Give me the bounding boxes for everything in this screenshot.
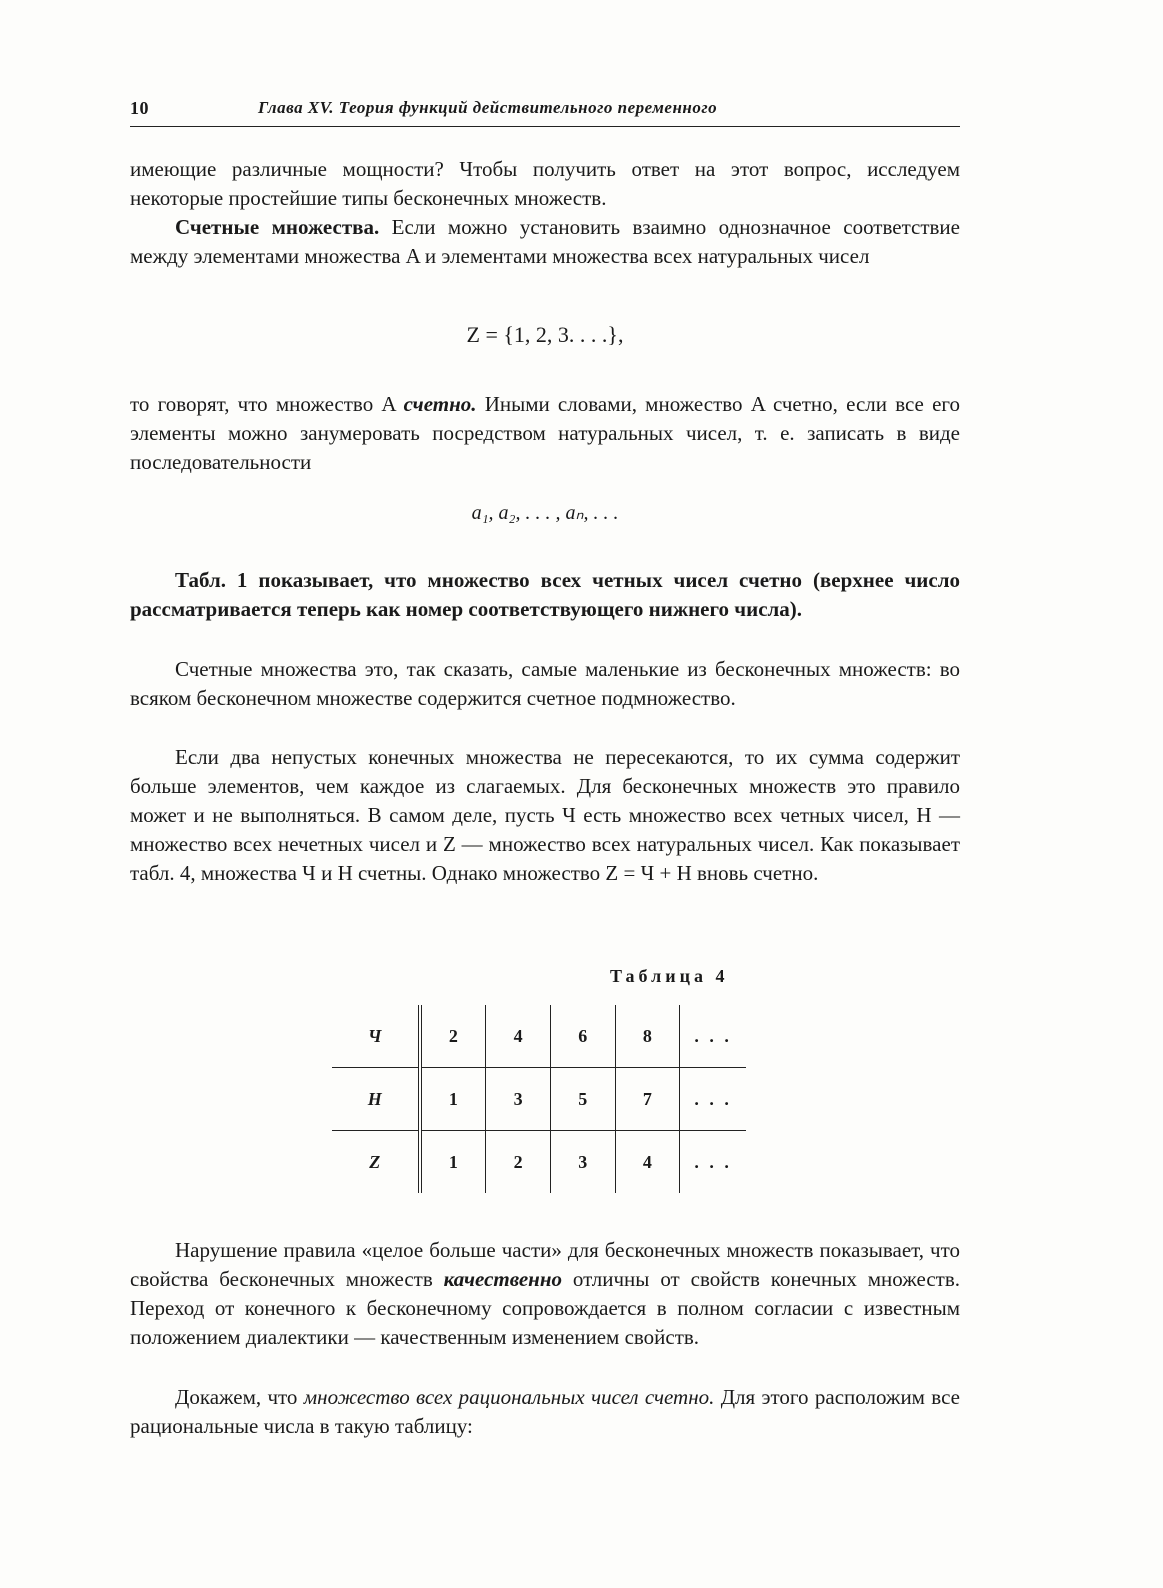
- paragraph-8: [130, 1383, 960, 1441]
- table-cell-ellipsis: . . .: [680, 1068, 746, 1131]
- paragraph-7-part-a: Нарушение правила «целое больше части» для бесконечных множеств показывает, что свойства бесконечных множеств: [130, 1238, 960, 1291]
- paragraph-5-text: Счетные множества это, так сказать, самые маленькие из бесконечных множеств: во всяком бесконечном множестве содержится счетное подмножество.: [130, 657, 960, 710]
- paragraph-6: [130, 743, 960, 888]
- table-cell: 7: [615, 1068, 680, 1131]
- page-number: 10: [130, 98, 149, 118]
- table-4: [332, 1005, 746, 1193]
- table-cell: 6: [550, 1005, 615, 1068]
- paragraph-7-emphasis: качественно: [443, 1267, 562, 1291]
- formula-natural-numbers: Z = {1, 2, 3. . . .},: [466, 322, 624, 347]
- table-row: [332, 1068, 746, 1131]
- paragraph-1-text: имеющие различные мощности? Чтобы получить ответ на этот вопрос, исследуем некоторые простейшие типы бесконечных множеств.: [130, 157, 960, 210]
- paragraph-3-part-b: Иными словами, множество A счетно, если все его элементы можно занумеровать посредством натуральных чисел, т. е. записать в виде последовательности: [130, 392, 960, 474]
- paragraph-3-part-a: то говорят, что множество A: [130, 392, 404, 416]
- table-cell: 8: [615, 1005, 680, 1068]
- table-caption: Таблица 4: [610, 966, 729, 986]
- table-cell: 3: [486, 1068, 551, 1131]
- paragraph-8-part-a: Докажем, что: [175, 1385, 304, 1409]
- paragraph-7-part-b: отличны от свойств конечных множеств. Переход от конечного к бесконечному сопровождается в полном согласии с известным положением диалектики — качественным изменением свойств.: [130, 1267, 960, 1349]
- row-label: Z: [332, 1131, 420, 1194]
- table-row: [332, 1005, 746, 1068]
- formula-sequence: a₁, a₂, . . . , aₙ, . . .: [471, 502, 619, 524]
- paragraph-3-emphasis: счетно.: [403, 392, 477, 416]
- paragraph-8-emphasis: множество всех рациональных чисел счетно.: [303, 1385, 715, 1409]
- section-lead: Счетные множества.: [175, 215, 380, 239]
- row-label: Ч: [332, 1005, 420, 1068]
- paragraph-6-text: Если два непустых конечных множества не пересекаются, то их сумма содержит больше элементов, чем каждое из слагаемых. Для бесконечных множеств это правило может и не выполняться. В самом деле, пусть Ч есть множество всех четных чисел, H — множество всех нечетных чисел и Z — множество всех натуральных чисел. Как показывает табл. 4, множества Ч и H счетны. Однако множество Z = Ч + H вновь счетно.: [130, 745, 960, 885]
- table-cell: 3: [550, 1131, 615, 1194]
- table-cell: 1: [420, 1068, 486, 1131]
- table-cell: 2: [486, 1131, 551, 1194]
- running-title: Глава XV. Теория функций действительного переменного: [258, 98, 718, 117]
- table-cell: 4: [486, 1005, 551, 1068]
- paragraph-1: [130, 155, 960, 213]
- paragraph-2: [130, 213, 960, 271]
- paragraph-4-text: Табл. 1 показывает, что множество всех четных чисел счетно (верхнее число рассматривается теперь как номер соответствующего нижнего числа).: [130, 568, 960, 621]
- table-row: [332, 1131, 746, 1194]
- table-cell-ellipsis: . . .: [680, 1131, 746, 1194]
- table-cell: 1: [420, 1131, 486, 1194]
- paragraph-8-part-b: Для этого расположим все рациональные числа в такую таблицу:: [130, 1385, 960, 1438]
- table-cell-ellipsis: . . .: [694, 1025, 732, 1046]
- paragraph-7: [130, 1236, 960, 1352]
- paragraph-2-text: Если можно установить взаимно однозначное соответствие между элементами множества A и элементами множества всех натуральных чисел: [130, 215, 960, 268]
- table-cell: 4: [615, 1131, 680, 1194]
- paragraph-5: [130, 655, 960, 713]
- table-cell: 2: [420, 1005, 486, 1068]
- paragraph-4: [130, 566, 960, 624]
- running-header: [130, 96, 960, 127]
- row-label: H: [332, 1068, 420, 1131]
- paragraph-3: [130, 390, 960, 477]
- table-cell: 5: [550, 1068, 615, 1131]
